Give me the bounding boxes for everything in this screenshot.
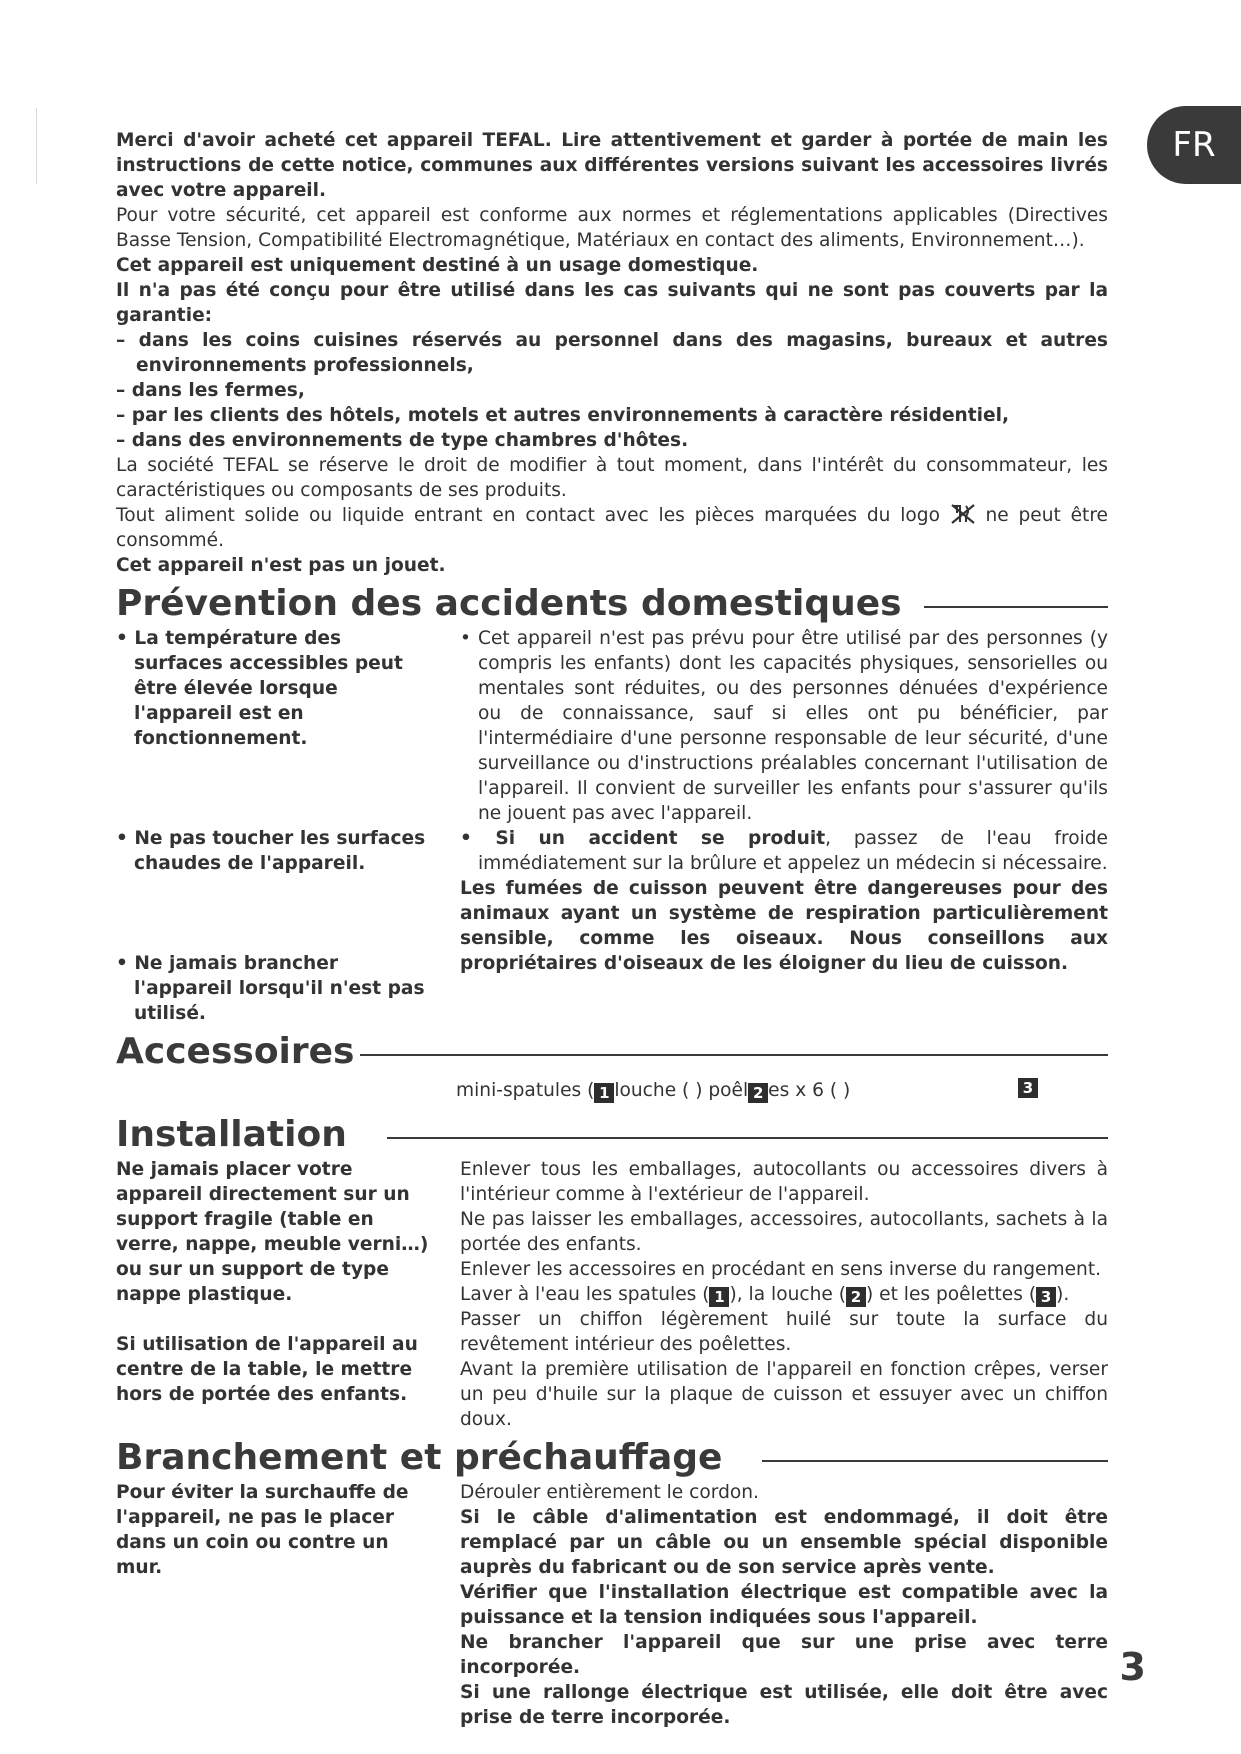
intro-food-contact: [116, 503, 1108, 553]
installation-text: ).: [1056, 1284, 1070, 1305]
prevention-fumes: Les fumées de cuisson peuvent être dangereuses pour des animaux ayant un système de respiration particulièrement sensible, comme les oiseaux. Nous conseillons aux propriétaires d'oiseaux de les éloigner du lieu de cuisson.: [460, 878, 1108, 974]
page-edge-line: [36, 108, 37, 184]
section-title-prevention: [116, 582, 1108, 626]
prevention-supervision: • Cet appareil n'est pas prévu pour être utilisé par des personnes (y compris les enfants) dont les capacités physiques, sensorielles ou mentales sont réduites, ou des personnes dénuées d'expérience ou de connaissance, sauf si elles ont pu bénéficier, par l'intermédiaire d'une personne responsable de leur sécurité, d'une surveillance ou d'instructions préalables concernant l'utilisation de l'appareil. Il convient de surveiller les enfants pour s'assurer qu'ils ne jouent pas avec l'appareil.: [460, 628, 1108, 824]
section-rule: [360, 1054, 1108, 1056]
installation-right-column: [460, 1157, 1108, 1432]
accessories-list: [456, 1078, 1038, 1103]
prevention-warning-no-touch: • Ne pas toucher les surfaces chaudes de l'appareil.: [116, 828, 426, 874]
section-rule: [924, 606, 1108, 608]
installation-surface-warning: Ne jamais placer votre appareil directement sur un support fragile (table en verre, nappe, meuble verni…) ou sur un support de type nappe plastique.: [116, 1159, 429, 1305]
intro-not-a-toy: Cet appareil n'est pas un jouet.: [116, 555, 446, 576]
number-badge: 3: [1036, 1287, 1056, 1307]
accessory-text: mini-spatules (: [456, 1080, 595, 1101]
prevention-accident: [460, 826, 1108, 876]
branchement-step: Ne brancher l'appareil que sur une prise avec terre incorporée.: [460, 1632, 1108, 1678]
prevention-warning-hot-surfaces: • La température des surfaces accessibles peut être élevée lorsque l'appareil est en fonctionnement.: [116, 628, 403, 749]
branchement-step: Si le câble d'alimentation est endommagé, il doit être remplacé par un câble ou un ensemble spécial disponible auprès du fabricant ou de son service après vente.: [460, 1507, 1108, 1578]
intro-not-designed: Il n'a pas été conçu pour être utilisé dans les cas suivants qui ne sont pas couverts par la garantie:: [116, 280, 1108, 326]
intro-food-contact-text: Tout aliment solide ou liquide entrant en contact avec les pièces marquées du logo: [116, 505, 940, 526]
accessory-text: es x 6 ( ): [768, 1080, 851, 1101]
prevention-accident-rest: , passez de l'eau froide immédiatement sur la brûlure et appelez un médecin si nécessaire.: [478, 828, 1108, 874]
section-title-installation: [116, 1113, 1108, 1157]
intro-case-item: – dans des environnements de type chambres d'hôtes.: [116, 430, 689, 451]
accessories-line: [456, 1078, 850, 1103]
installation-text: Laver à l'eau les spatules (: [460, 1284, 710, 1305]
page-number: 3: [1119, 1645, 1146, 1689]
branchement-right-column: [460, 1480, 1108, 1730]
prevention-columns: [116, 626, 1108, 1026]
branchement-step: Dérouler entièrement le cordon.: [460, 1482, 759, 1503]
installation-text: ), la louche (: [729, 1284, 846, 1305]
intro-case-item: – dans les coins cuisines réservés au personnel dans des magasins, bureaux et autres environnements professionnels,: [116, 330, 1108, 376]
intro-case-item: – dans les fermes,: [116, 380, 305, 401]
intro-case-item: – par les clients des hôtels, motels et autres environnements à caractère résidentiel,: [116, 405, 1010, 426]
installation-step: Enlever tous les emballages, autocollants ou accessoires divers à l'intérieur comme à l'extérieur de l'appareil.: [460, 1159, 1108, 1205]
prevention-left-column: [116, 626, 432, 1026]
section-title-text: Branchement et préchauffage: [116, 1437, 723, 1478]
intro-modification-rights: La société TEFAL se réserve le droit de modifier à tout moment, dans l'intérêt du consommateur, les caractéristiques ou composants de ses produits.: [116, 455, 1108, 501]
installation-text: ) et les poêlettes (: [865, 1284, 1037, 1305]
number-badge: 1: [709, 1287, 729, 1307]
installation-step-wash: [460, 1282, 1108, 1307]
accessory-text: louche ( ) poêl: [614, 1080, 749, 1101]
language-tab: FR: [1147, 106, 1241, 184]
installation-step: Ne pas laisser les emballages, accessoires, autocollants, sachets à la portée des enfants.: [460, 1209, 1108, 1255]
installation-children-warning: Si utilisation de l'appareil au centre de la table, le mettre hors de portée des enfants.: [116, 1334, 418, 1405]
intro-domestic-use: Cet appareil est uniquement destiné à un usage domestique.: [116, 255, 759, 276]
section-title-text: Accessoires: [116, 1031, 355, 1072]
number-badge: 2: [748, 1083, 768, 1103]
prevention-accident-bold: • Si un accident se produit: [460, 828, 826, 849]
intro-thanks: Merci d'avoir acheté cet appareil TEFAL. Lire attentivement et garder à portée de main les instructions de cette notice, communes aux différentes versions suivant les accessoires livrés avec votre appareil.: [116, 130, 1108, 201]
prevention-right-column: [460, 626, 1108, 1026]
not-food-safe-icon: [950, 503, 976, 525]
section-title-text: Prévention des accidents domestiques: [116, 583, 902, 624]
intro-safety: Pour votre sécurité, cet appareil est conforme aux normes et réglementations applicables (Directives Basse Tension, Compatibilité Electromagnétique, Matériaux en contact des aliments, Environnement…).: [116, 205, 1108, 251]
section-title-accessoires: [116, 1030, 1108, 1074]
branchement-left-column: [116, 1480, 432, 1730]
section-title-branchement: [116, 1436, 1108, 1480]
installation-step: Avant la première utilisation de l'appareil en fonction crêpes, verser un peu d'huile sur la plaque de cuisson et essuyer avec un chiffon doux.: [460, 1359, 1108, 1430]
number-badge: 2: [846, 1287, 866, 1307]
intro-food-contact-end: ne peut être consommé.: [116, 505, 1108, 551]
branchement-step: Vérifier que l'installation électrique est compatible avec la puissance et la tension indiquées sous l'appareil.: [460, 1582, 1108, 1628]
installation-step: Passer un chiffon légèrement huilé sur toute la surface du revêtement intérieur des poêlettes.: [460, 1309, 1108, 1355]
installation-left-column: [116, 1157, 432, 1432]
branchement-placement-warning: Pour éviter la surchauffe de l'appareil, ne pas le placer dans un coin ou contre un mur.: [116, 1482, 409, 1578]
section-title-text: Installation: [116, 1114, 347, 1155]
section-rule: [387, 1137, 1108, 1139]
section-rule: [762, 1460, 1108, 1462]
number-badge: 1: [594, 1083, 614, 1103]
page-content: [116, 128, 1108, 1730]
branchement-columns: [116, 1480, 1108, 1730]
installation-step: Enlever les accessoires en procédant en sens inverse du rangement.: [460, 1259, 1102, 1280]
branchement-step: Si une rallonge électrique est utilisée, elle doit être avec prise de terre incorporée.: [460, 1682, 1108, 1728]
prevention-warning-unplug: • Ne jamais brancher l'appareil lorsqu'il n'est pas utilisé.: [116, 953, 425, 1024]
number-badge: 3: [1018, 1078, 1038, 1098]
installation-columns: [116, 1157, 1108, 1432]
